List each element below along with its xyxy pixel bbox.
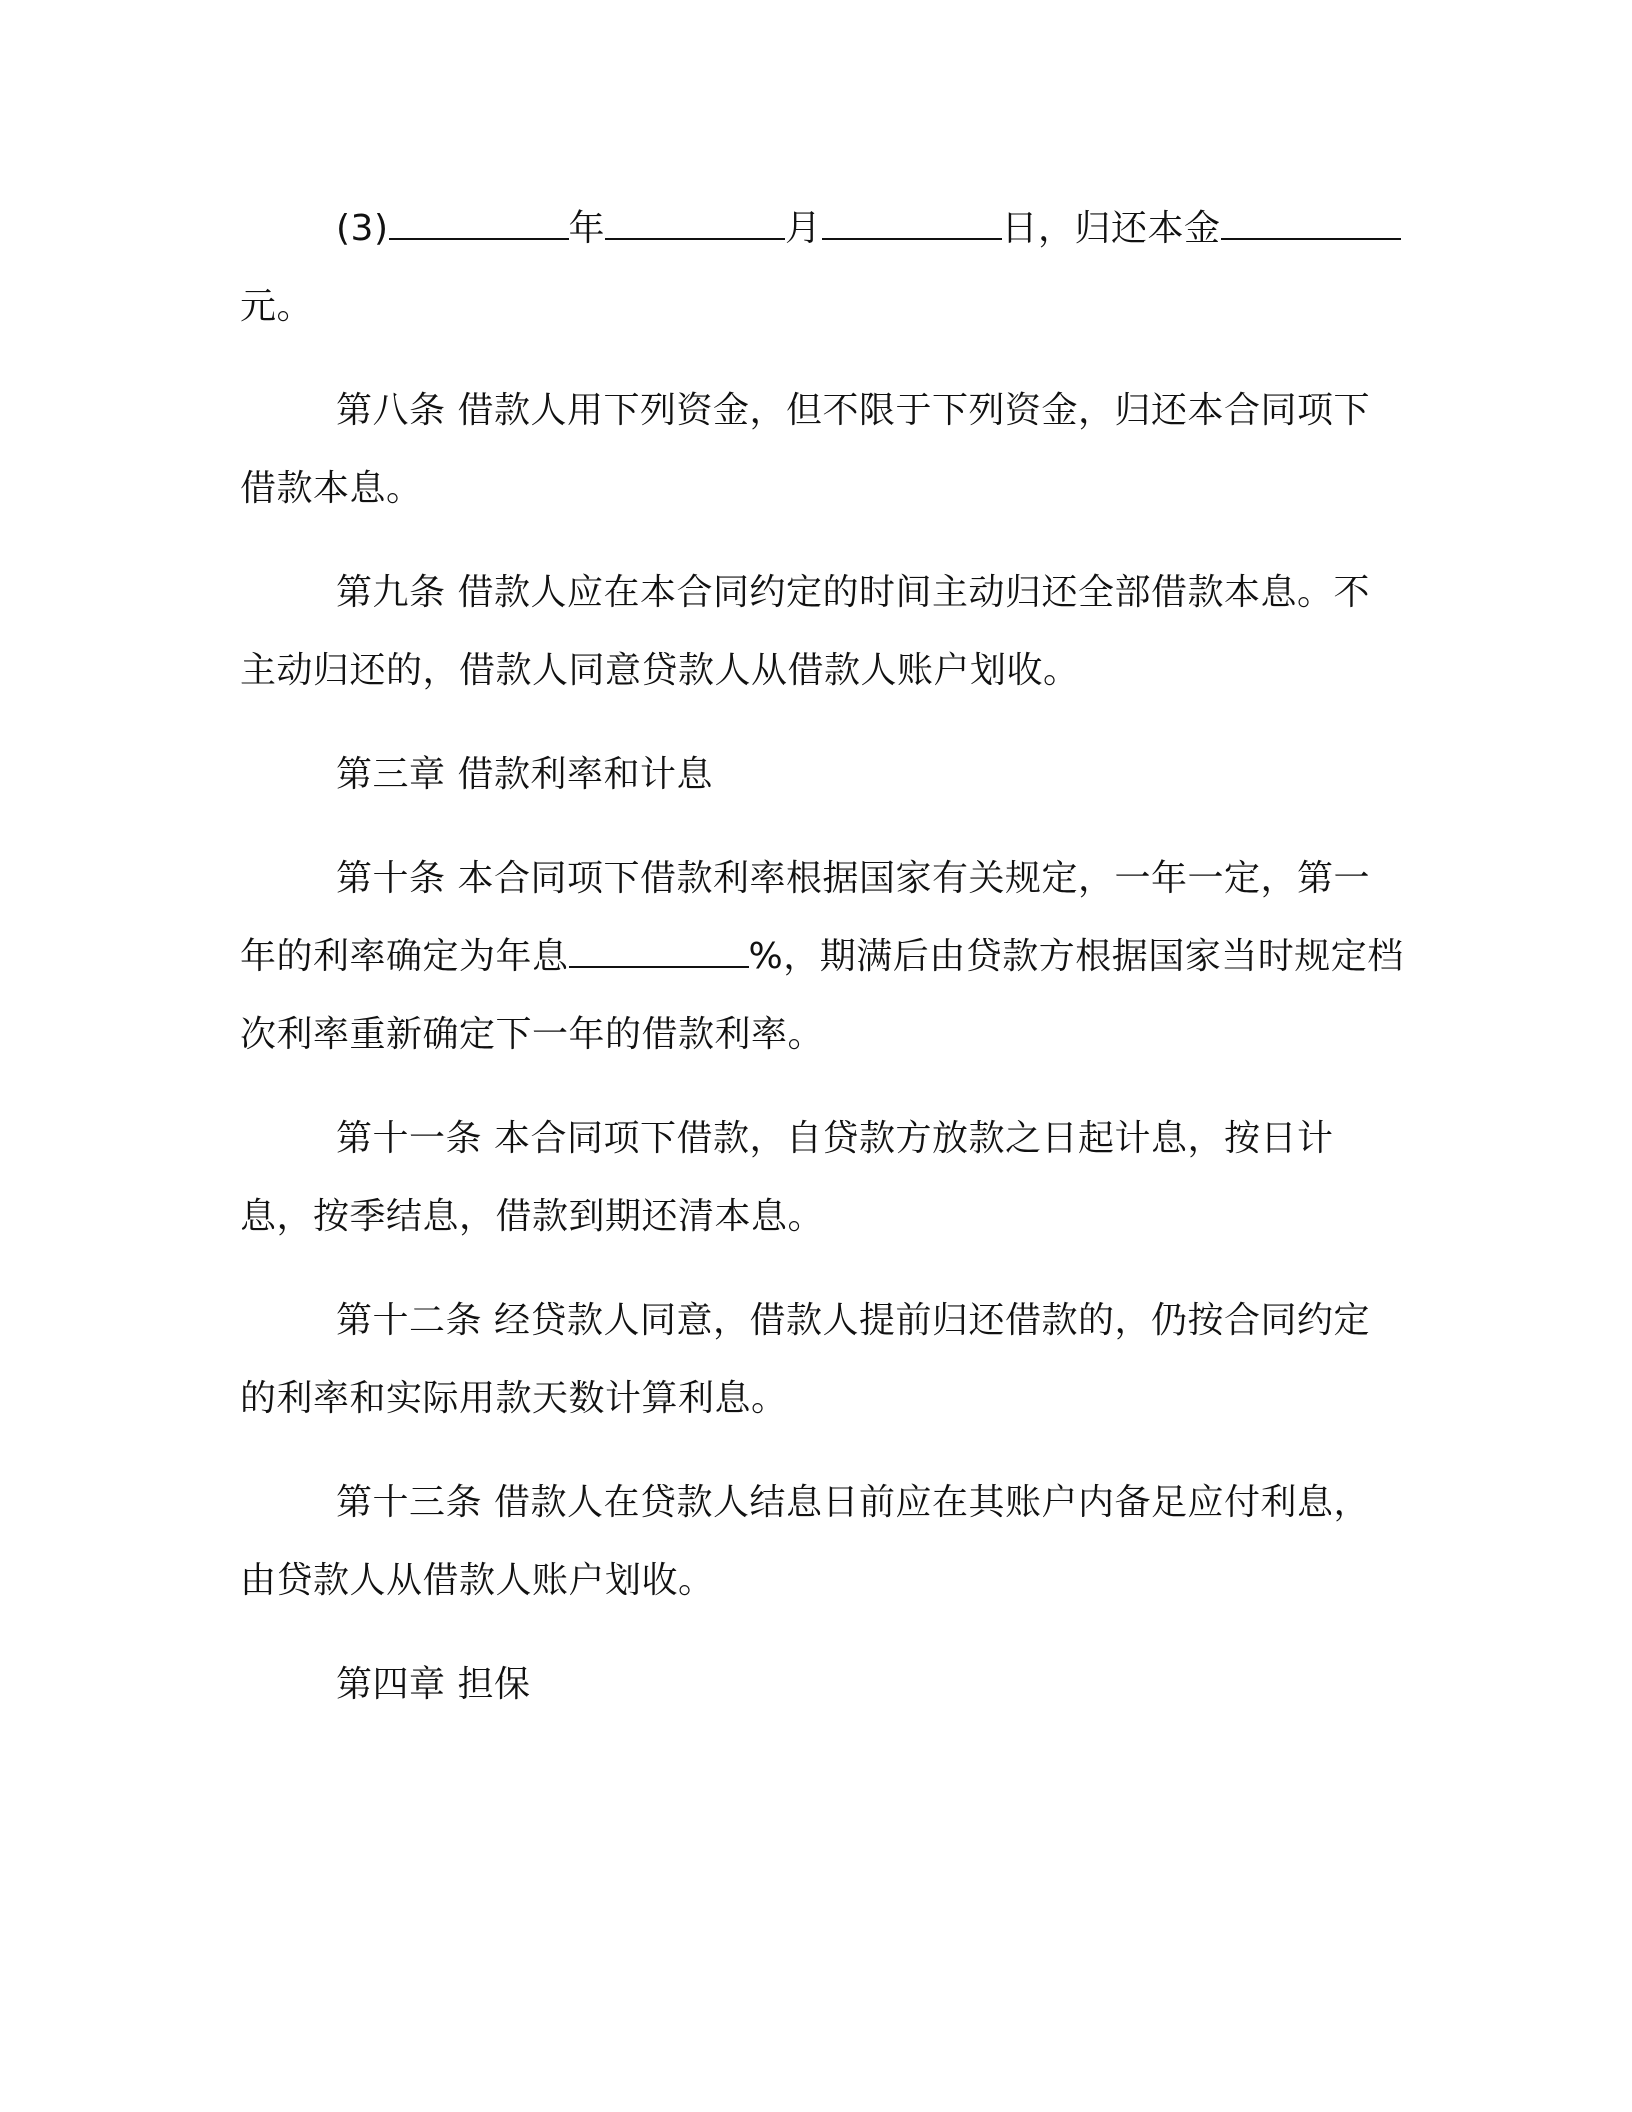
- article-8: 第八条 借款人用下列资金，但不限于下列资金，归还本合同项下借款本息。: [240, 390, 1370, 509]
- article-10-text-b: %，期满后由贷款方根据国家当时规定档次利率重新确定下一年的借款利率。: [240, 936, 1404, 1055]
- blank-year: [389, 210, 569, 240]
- chapter-3-heading: 第三章 借款利率和计息: [336, 754, 713, 795]
- article-13: 第十三条 借款人在贷款人结息日前应在其账户内备足应付利息，由贷款人从借款人账户划收。: [240, 1482, 1370, 1601]
- blank-month: [605, 210, 785, 240]
- document-body: [240, 190, 1405, 1750]
- blank-amount: [1221, 210, 1401, 240]
- article-11: 第十一条 本合同项下借款，自贷款方放款之日起计息，按日计息，按季结息，借款到期还清本息。: [240, 1118, 1334, 1237]
- label-day-principal: 日，归还本金: [1001, 208, 1221, 249]
- item-number: (3): [336, 208, 389, 249]
- article-10: [240, 840, 1405, 1074]
- article-10-text-a: 第十条 本合同项下借款利率根据国家有关规定，一年一定，第一年的利率确定为年息: [240, 858, 1370, 977]
- paragraph-repayment-item-3: [240, 190, 1405, 346]
- blank-day: [822, 210, 1002, 240]
- label-year: 年: [568, 208, 606, 249]
- label-month: 月: [785, 208, 822, 249]
- article-12: 第十二条 经贷款人同意，借款人提前归还借款的，仍按合同约定的利率和实际用款天数计算利息。: [240, 1300, 1370, 1419]
- article-9: 第九条 借款人应在本合同约定的时间主动归还全部借款本息。不主动归还的，借款人同意贷款人从借款人账户划收。: [240, 572, 1370, 691]
- label-yuan: 元。: [240, 286, 314, 327]
- chapter-4-heading: 第四章 担保: [336, 1664, 531, 1705]
- blank-interest-rate: [569, 938, 749, 968]
